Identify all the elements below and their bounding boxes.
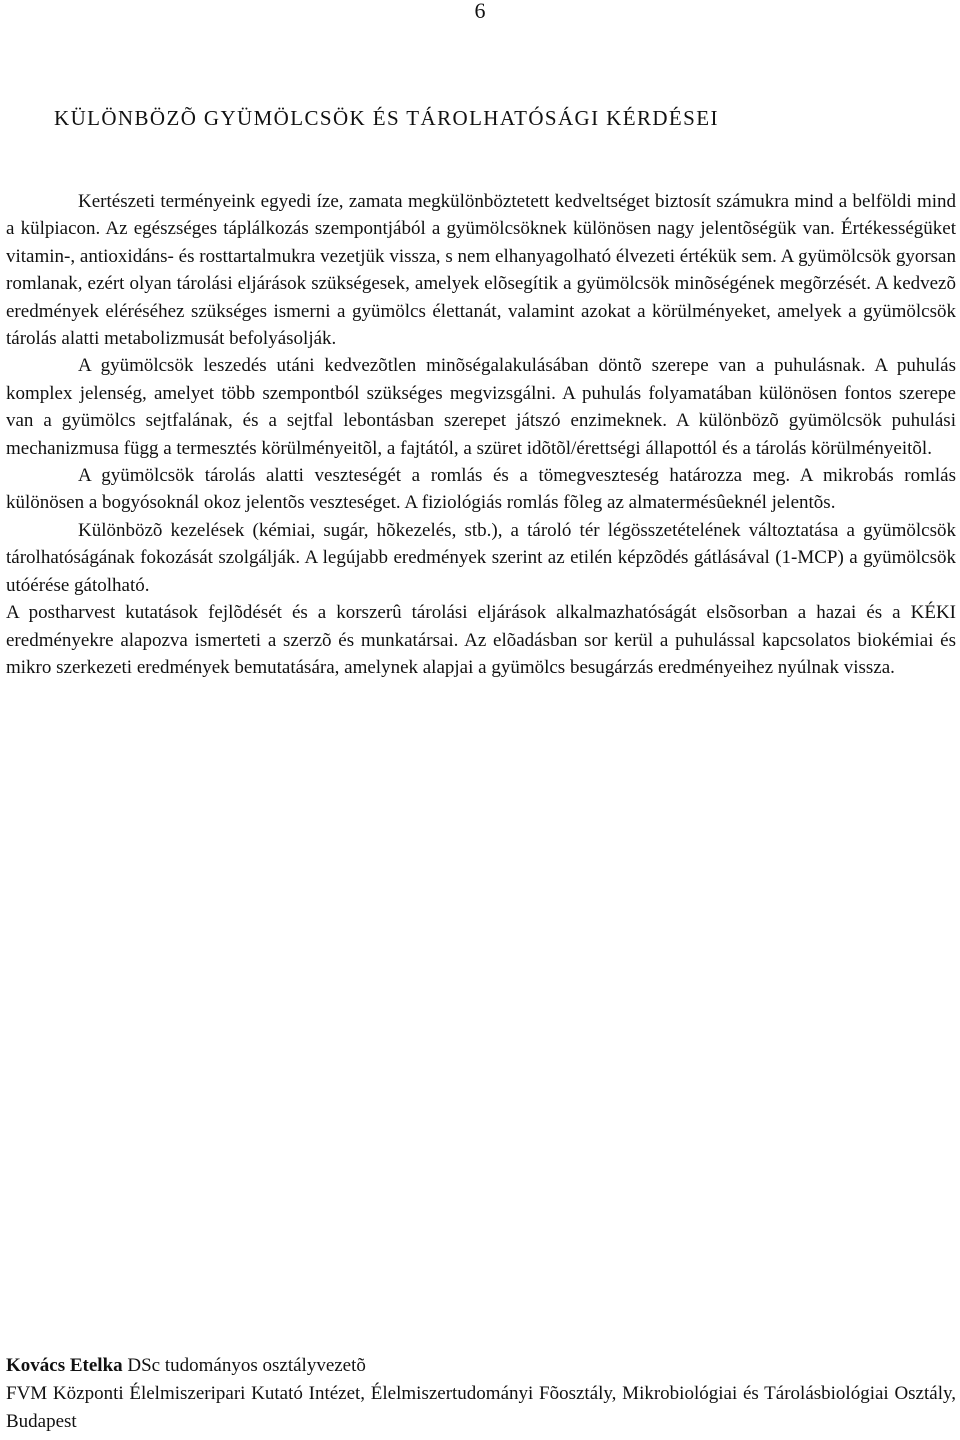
- paragraph-losses: A gyümölcsök tárolás alatti veszteségét a romlás és a tömegveszteség határozza meg. A mikrobás romlás különösen a bogyósoknál okoz jelentõs veszteséget. A fiziológiás romlás fõleg az almatermésûeknél jelentõs.: [6, 465, 956, 514]
- paragraph-postharvest: A postharvest kutatások fejlõdését és a korszerû tárolási eljárások alkalmazhatóságát elsõsorban a hazai és a KÉKI eredményekre alapozva ismerteti a szerzõ és munkatársai. Az elõadásban sor kerül a puhulással kapcsolatos biokémiai és mikro szerkezeti eredmények bemutatására, amelynek alapjai a gyümölcs besugárzás eredményeihez nyúlnak vissza.: [6, 602, 956, 678]
- author-line: [6, 1352, 956, 1380]
- paragraph-softening: A gyümölcsök leszedés utáni kedvezõtlen minõségalakulásában döntõ szerepe van a puhulásnak. A puhulás komplex jelenség, amelyet több szempontból szükséges megvizsgálni. A puhulás folyamatában különösen fontos szerepe van a gyümölcs sejtfalának, és a sejtfal lebontásban szerepet játszó enzimeknek. A különbözõ gyümölcsök puhulási mechanizmusa függ a termesztés körülményeitõl, a fajtától, a szüret idõtõl/érettségi állapottól és a tárolás körülményeitõl.: [6, 355, 956, 459]
- document-title: KÜLÖNBÖZÕ GYÜMÖLCSÖK ÉS TÁROLHATÓSÁGI KÉRDÉSEI: [54, 106, 719, 130]
- author-block: [6, 1352, 956, 1436]
- author-name: Kovács Etelka: [6, 1355, 123, 1376]
- author-affiliation: FVM Központi Élelmiszeripari Kutató Intézet, Élelmiszertudományi Fõosztály, Mikrobiológiai és Tárolásbiológiai Osztály, Budapest: [6, 1383, 956, 1432]
- author-role: DSc tudományos osztályvezetõ: [127, 1355, 366, 1376]
- abstract-body: [6, 188, 956, 681]
- page-number: 6: [474, 0, 486, 23]
- paragraph-treatments: Különbözõ kezelések (kémiai, sugár, hõkezelés, stb.), a tároló tér légösszetételének változtatása a gyümölcsök tárolhatóságának fokozását szolgálják. A legújabb eredmények szerint az etilén képzõdés gátlásával (1-MCP) a gyümölcsök utóérése gátolható.: [6, 519, 956, 596]
- paragraph-intro: Kertészeti terményeink egyedi íze, zamata megkülönböztetett kedveltséget biztosít számukra mind a belföldi mind a külpiacon. Az egészséges táplálkozás szempontjából a gyümölcsöknek különösen nagy jelentõségük van. Értékességüket vitamin-, antioxidáns- és rosttartalmukra vezetjük vissza, s nem elhanyagolható élvezeti értékük sem. A gyümölcsök gyorsan romlanak, ezért olyan tárolási eljárások szükségesek, amelyek elõsegítik a gyümölcsök minõségének megõrzését. A kedvezõ eredmények eléréséhez szükséges ismerni a gyümölcs élettanát, valamint azokat a körülményeket, amelyek a gyümölcsök tárolás alatti metabolizmusát befolyásolják.: [6, 191, 956, 350]
